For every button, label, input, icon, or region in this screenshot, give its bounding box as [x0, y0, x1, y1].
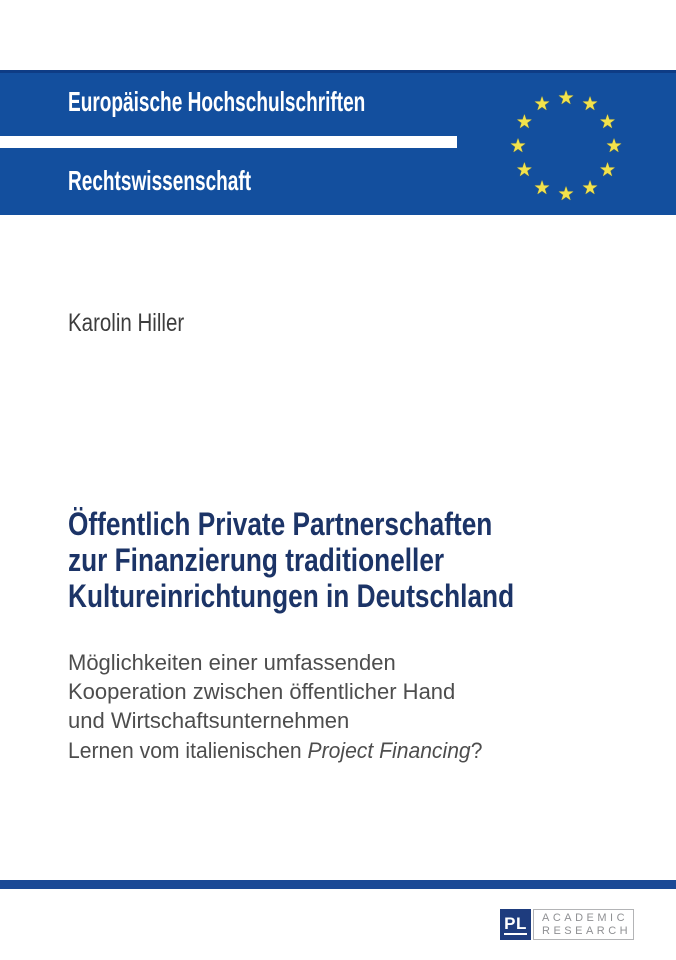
tagline-prefix: Lernen vom italienischen	[68, 738, 308, 763]
eu-star-icon: ★	[557, 184, 575, 205]
publisher-monogram-square	[500, 909, 531, 940]
eu-star-icon: ★	[581, 94, 599, 116]
publisher-logo	[500, 909, 634, 940]
author-name: Karolin Hiller	[68, 309, 185, 337]
publisher-name-line-2: RESEARCH	[542, 924, 632, 937]
eu-star-icon: ★	[515, 160, 533, 181]
eu-star-icon: ★	[599, 112, 617, 133]
eu-star-icon: ★	[533, 94, 551, 116]
eu-star-icon: ★	[605, 136, 623, 157]
eu-star-icon: ★	[581, 177, 599, 199]
series-subtitle: Rechtswissenschaft	[68, 165, 252, 196]
eu-star-icon: ★	[515, 112, 533, 133]
tagline-suffix: ?	[470, 738, 483, 763]
subtitle-line-1: Möglichkeiten einer umfassenden	[68, 650, 396, 675]
publisher-name-line-1: ACADEMIC	[542, 911, 629, 924]
title-line-3: Kultureinrichtungen in Deutschland	[68, 578, 515, 614]
book-tagline	[68, 736, 482, 765]
subtitle-line-3: und Wirtschaftsunternehmen	[68, 708, 350, 733]
series-banner	[0, 70, 676, 215]
title-line-2: zur Finanzierung traditioneller	[68, 542, 445, 578]
eu-star-icon: ★	[557, 88, 575, 109]
publisher-name-box	[533, 909, 634, 940]
eu-star-icon: ★	[509, 136, 527, 157]
series-title: Europäische Hochschulschriften	[68, 86, 366, 117]
eu-star-icon: ★	[533, 177, 551, 199]
book-subtitle	[68, 648, 455, 735]
eu-star-icon: ★	[599, 160, 617, 181]
tagline-italic: Project Financing	[307, 738, 471, 763]
title-line-1: Öffentlich Private Partnerschaften	[68, 506, 493, 542]
footer-rule-bar	[0, 880, 676, 889]
publisher-monogram: PL	[504, 913, 527, 933]
book-title	[68, 506, 514, 614]
series-divider-stripe	[0, 136, 457, 148]
subtitle-line-2: Kooperation zwischen öffentlicher Hand	[68, 679, 456, 704]
